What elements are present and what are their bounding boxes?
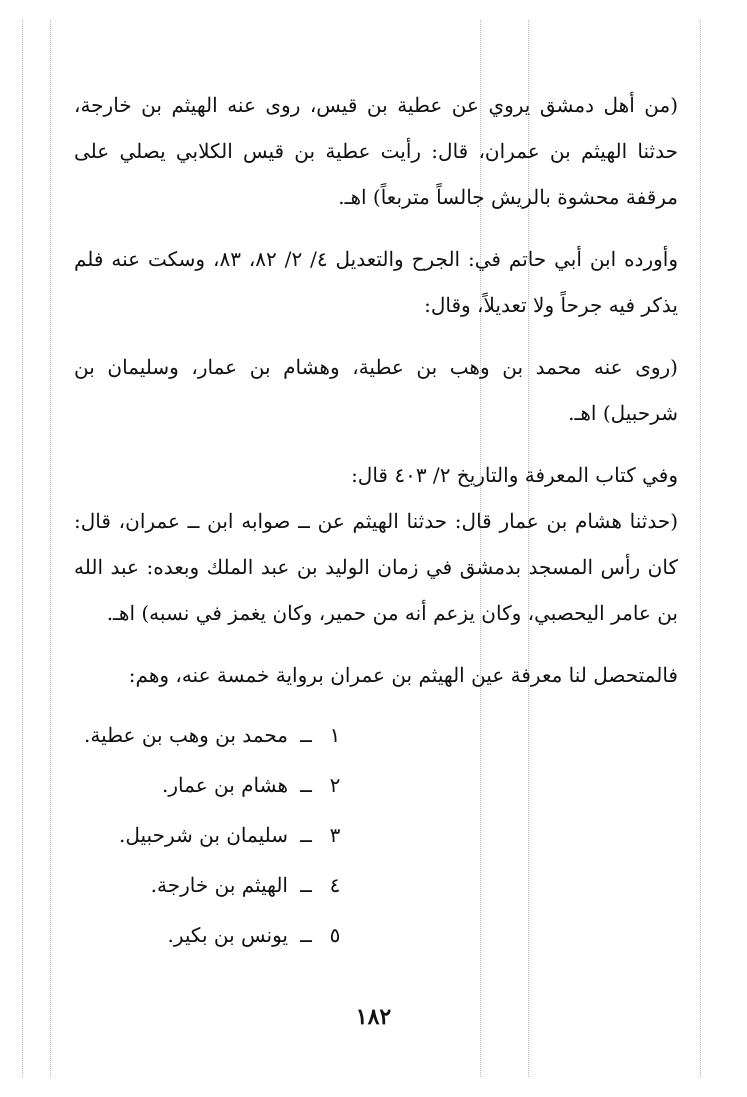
page-body <box>74 82 678 960</box>
citation-paragraph-abi-hatim: وأورده ابن أبي حاتم في: الجرح والتعديل ٤/ ٢/ ٨٢، ٨٣، وسكت عنه فلم يذكر فيه جرحاً ولا تعديلاً، وقال: <box>74 247 678 317</box>
list-item-dash: ــ <box>300 773 312 797</box>
list-item-name: هشام بن عمار. <box>162 773 288 797</box>
list-item <box>74 810 678 860</box>
list-item-dash: ــ <box>300 723 312 747</box>
narrators-list <box>74 710 678 960</box>
list-item <box>74 760 678 810</box>
list-item-name: سليمان بن شرحبيل. <box>119 823 288 847</box>
quote-paragraph-1: (من أهل دمشق يروي عن عطية بن قيس، روى عنه الهيثم بن خارجة، حدثنا الهيثم بن عمران، قال: رأيت عطية بن قيس الكلابي يصلي على مرقفة محشوة بالريش جالساً متربعاً) اهـ. <box>74 93 678 209</box>
list-item-number: ٥ <box>329 923 341 947</box>
scan-guide-line-left-inner <box>50 20 51 1077</box>
list-item-dash: ــ <box>300 823 312 847</box>
list-item-dash: ــ <box>300 873 312 897</box>
list-item-dash: ــ <box>300 923 312 947</box>
list-item-name: يونس بن بكير. <box>167 923 288 947</box>
scan-guide-line-right <box>700 20 701 1077</box>
list-item <box>74 710 678 760</box>
scan-guide-line-left <box>22 20 23 1077</box>
citation-paragraph-marifa: وفي كتاب المعرفة والتاريخ ٢/ ٤٠٣ قال: <box>351 463 678 487</box>
list-item-number: ٣ <box>329 823 341 847</box>
list-item-name: محمد بن وهب بن عطية. <box>84 723 288 747</box>
list-item-number: ٢ <box>329 773 341 797</box>
list-item-number: ١ <box>329 723 341 747</box>
quote-paragraph-hisham: (حدثنا هشام بن عمار قال: حدثنا الهيثم عن ــ صوابه ابن ــ عمران، قال: كان رأس المسجد بدمشق في زمان الوليد بن عبد الملك وبعده: عبد الله بن عامر اليحصبي، وكان يزعم أنه من حمير، وكان يغمز في نسبه) اهـ. <box>74 509 678 625</box>
quote-paragraph-narrators: (روى عنه محمد بن وهب بن عطية، وهشام بن عمار، وسليمان بن شرحبيل) اهـ. <box>74 355 678 425</box>
list-item <box>74 860 678 910</box>
list-item-name: الهيثم بن خارجة. <box>150 873 288 897</box>
page-number: ١٨٢ <box>355 1004 392 1030</box>
list-item <box>74 910 678 960</box>
list-item-number: ٤ <box>329 873 341 897</box>
conclusion-paragraph: فالمتحصل لنا معرفة عين الهيثم بن عمران برواية خمسة عنه، وهم: <box>128 663 678 687</box>
